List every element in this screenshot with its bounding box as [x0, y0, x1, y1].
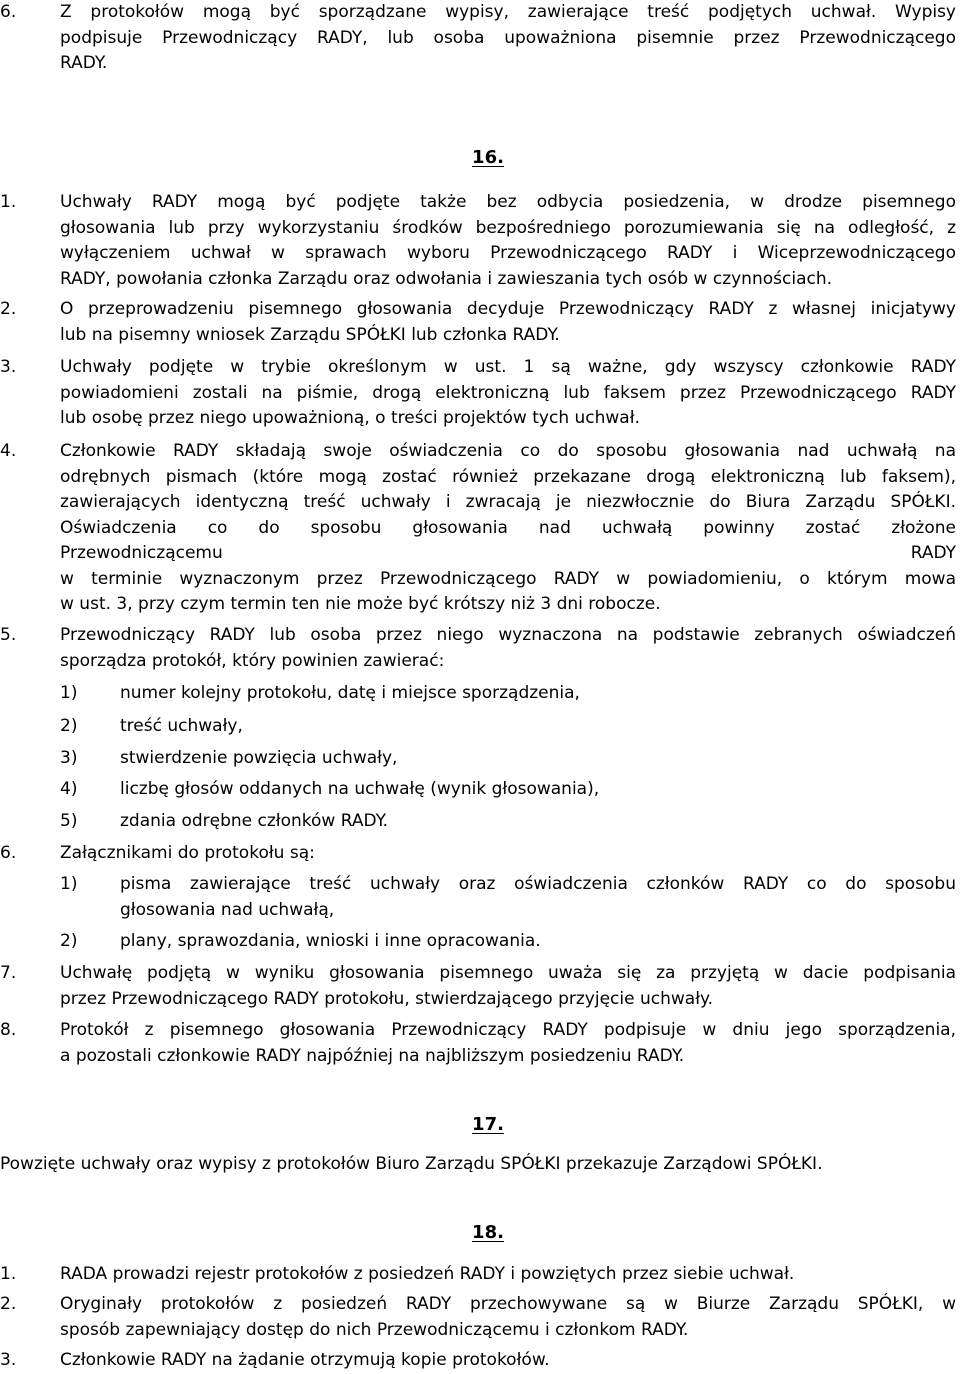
item-number: 6. — [0, 2, 17, 22]
s16-5-subitem-1 — [60, 681, 956, 707]
item-number: 5. — [0, 625, 17, 645]
text-line: O przeprowadzeniu pisemnego głosowania decyduje Przewodniczący RADY z własnej inicjatywy — [60, 299, 956, 319]
item-number: 3. — [0, 357, 17, 377]
text-line: Z protokołów mogą być sporządzane wypisy, zawierające treść podjętych uchwał. Wypisy — [60, 2, 956, 22]
s16-item-6 — [0, 841, 956, 867]
s16-item-5 — [0, 623, 956, 674]
subitem-text: zdania odrębne członków RADY. — [120, 811, 388, 831]
subitem-text: liczbę głosów oddanych na uchwałę (wynik głosowania), — [120, 779, 600, 799]
s16-item-4 — [0, 439, 956, 618]
text-line: RADY, powołania członka Zarządu oraz odwołania i zawieszania tych osób w czynnościach. — [60, 268, 833, 289]
text-line: w terminie wyznaczonym przez Przewodniczącego RADY w powiadomieniu, o którym mowa — [60, 568, 956, 589]
subitem-text: treść uchwały, — [120, 716, 243, 736]
section-heading-18: 18. — [472, 1222, 504, 1243]
text-line: Protokół z pisemnego głosowania Przewodniczący RADY podpisuje w dniu jego sporządzenia, — [60, 1020, 956, 1040]
text-line: Oświadczenia co do sposobu głosowania nad uchwałą powinny zostać złożone — [60, 517, 956, 538]
subitem-number: 5) — [60, 811, 78, 831]
text-line: Przewodniczącemu RADY — [60, 543, 956, 563]
s16-item-1 — [0, 190, 956, 292]
subitem-number: 4) — [60, 779, 78, 799]
text-line: Załącznikami do protokołu są: — [60, 843, 315, 863]
s16-item-8 — [0, 1018, 956, 1069]
s16-5-subitem-3 — [60, 746, 956, 772]
s16-item-3 — [0, 355, 956, 432]
s18-item-1 — [0, 1262, 956, 1288]
text-line: głosowania lub przy wykorzystaniu środków bezpośredniego porozumiewania się na odległość, z — [60, 217, 956, 238]
s18-item-3 — [0, 1348, 956, 1374]
s16-5-subitem-4 — [60, 777, 956, 803]
paragraph-6-prev — [0, 0, 956, 77]
text-line: Przewodniczący RADY lub osoba przez niego wyznaczona na podstawie zebranych oświadczeń — [60, 625, 956, 645]
subitem-number: 2) — [60, 716, 78, 736]
subitem-number: 2) — [60, 931, 78, 951]
subitem-text: stwierdzenie powzięcia uchwały, — [120, 748, 398, 768]
item-number: 2. — [0, 1294, 17, 1314]
text-line: lub na pisemny wniosek Zarządu SPÓŁKI lub członka RADY. — [60, 324, 560, 345]
text-line: powiadomieni zostali na piśmie, drogą elektroniczną lub faksem przez Przewodniczącego RADY — [60, 382, 956, 403]
item-number: 1. — [0, 192, 17, 212]
s16-item-2 — [0, 297, 956, 348]
s17-text: Powzięte uchwały oraz wypisy z protokołów Biuro Zarządu SPÓŁKI przekazuje Zarządowi SPÓŁKI. — [0, 1154, 823, 1174]
text-line: w ust. 3, przy czym termin ten nie może być krótszy niż 3 dni robocze. — [60, 594, 661, 614]
text-line: a pozostali członkowie RADY najpóźniej na najbliższym posiedzeniu RADY. — [60, 1045, 685, 1066]
text-line: RADY. — [60, 53, 108, 73]
text-line: sposób zapewniający dostęp do nich Przewodniczącemu i członkom RADY. — [60, 1319, 689, 1340]
section-heading-16: 16. — [472, 147, 504, 168]
text-line: przez Przewodniczącego RADY protokołu, stwierdzającego przyjęcie uchwały. — [60, 988, 714, 1009]
text-line: plany, sprawozdania, wnioski i inne opracowania. — [120, 931, 541, 951]
subitem-number: 1) — [60, 683, 78, 703]
text-line: RADA prowadzi rejestr protokołów z posiedzeń RADY i powziętych przez siebie uchwał. — [60, 1264, 795, 1284]
section-heading-17: 17. — [472, 1114, 504, 1135]
item-number: 2. — [0, 299, 17, 319]
text-line: Członkowie RADY składają swoje oświadczenia co do sposobu głosowania nad uchwałą na — [60, 441, 956, 461]
s16-item-7 — [0, 961, 956, 1012]
text-line: Uchwały RADY mogą być podjęte także bez odbycia posiedzenia, w drodze pisemnego — [60, 192, 956, 212]
text-line: sporządza protokół, który powinien zawierać: — [60, 650, 445, 671]
text-line: odrębnych pismach (które mogą zostać również przekazane drogą elektroniczną lub faksem), — [60, 466, 956, 487]
text-line: Uchwałę podjętą w wyniku głosowania pisemnego uważa się za przyjętą w dacie podpisania — [60, 963, 956, 983]
item-number: 7. — [0, 963, 17, 983]
item-number: 8. — [0, 1020, 17, 1040]
subitem-number: 1) — [60, 874, 78, 894]
subitem-number: 3) — [60, 748, 78, 768]
s16-5-subitem-2 — [60, 714, 956, 740]
s16-6-subitem-2 — [60, 929, 956, 955]
s16-6-subitem-1 — [60, 872, 956, 923]
text-line: głosowania nad uchwałą, — [120, 899, 335, 920]
item-number: 3. — [0, 1350, 17, 1370]
text-line: wyłączeniem uchwał w sprawach wyboru Przewodniczącego RADY i Wiceprzewodniczącego — [60, 243, 956, 263]
text-line: Oryginały protokołów z posiedzeń RADY przechowywane są w Biurze Zarządu SPÓŁKI, w — [60, 1294, 956, 1314]
text-line: Członkowie RADY na żądanie otrzymują kopie protokołów. — [60, 1350, 550, 1370]
text-line: zawierających identyczną treść uchwały i zwracają je niezwłocznie do Biura Zarządu SPÓŁKI. — [60, 492, 956, 512]
item-number: 4. — [0, 441, 17, 461]
text-line: pisma zawierające treść uchwały oraz oświadczenia członków RADY co do sposobu — [120, 874, 956, 894]
item-number: 1. — [0, 1264, 17, 1284]
text-line: lub osobę przez niego upoważnioną, o treści projektów tych uchwał. — [60, 408, 640, 428]
text-line: Uchwały podjęte w trybie określonym w ust. 1 są ważne, gdy wszyscy członkowie RADY — [60, 357, 956, 377]
text-line: podpisuje Przewodniczący RADY, lub osoba upoważniona pisemnie przez Przewodniczącego — [60, 27, 956, 48]
s18-item-2 — [0, 1292, 956, 1343]
s16-5-subitem-5 — [60, 809, 956, 835]
subitem-text: numer kolejny protokołu, datę i miejsce sporządzenia, — [120, 683, 580, 703]
item-number: 6. — [0, 843, 17, 863]
